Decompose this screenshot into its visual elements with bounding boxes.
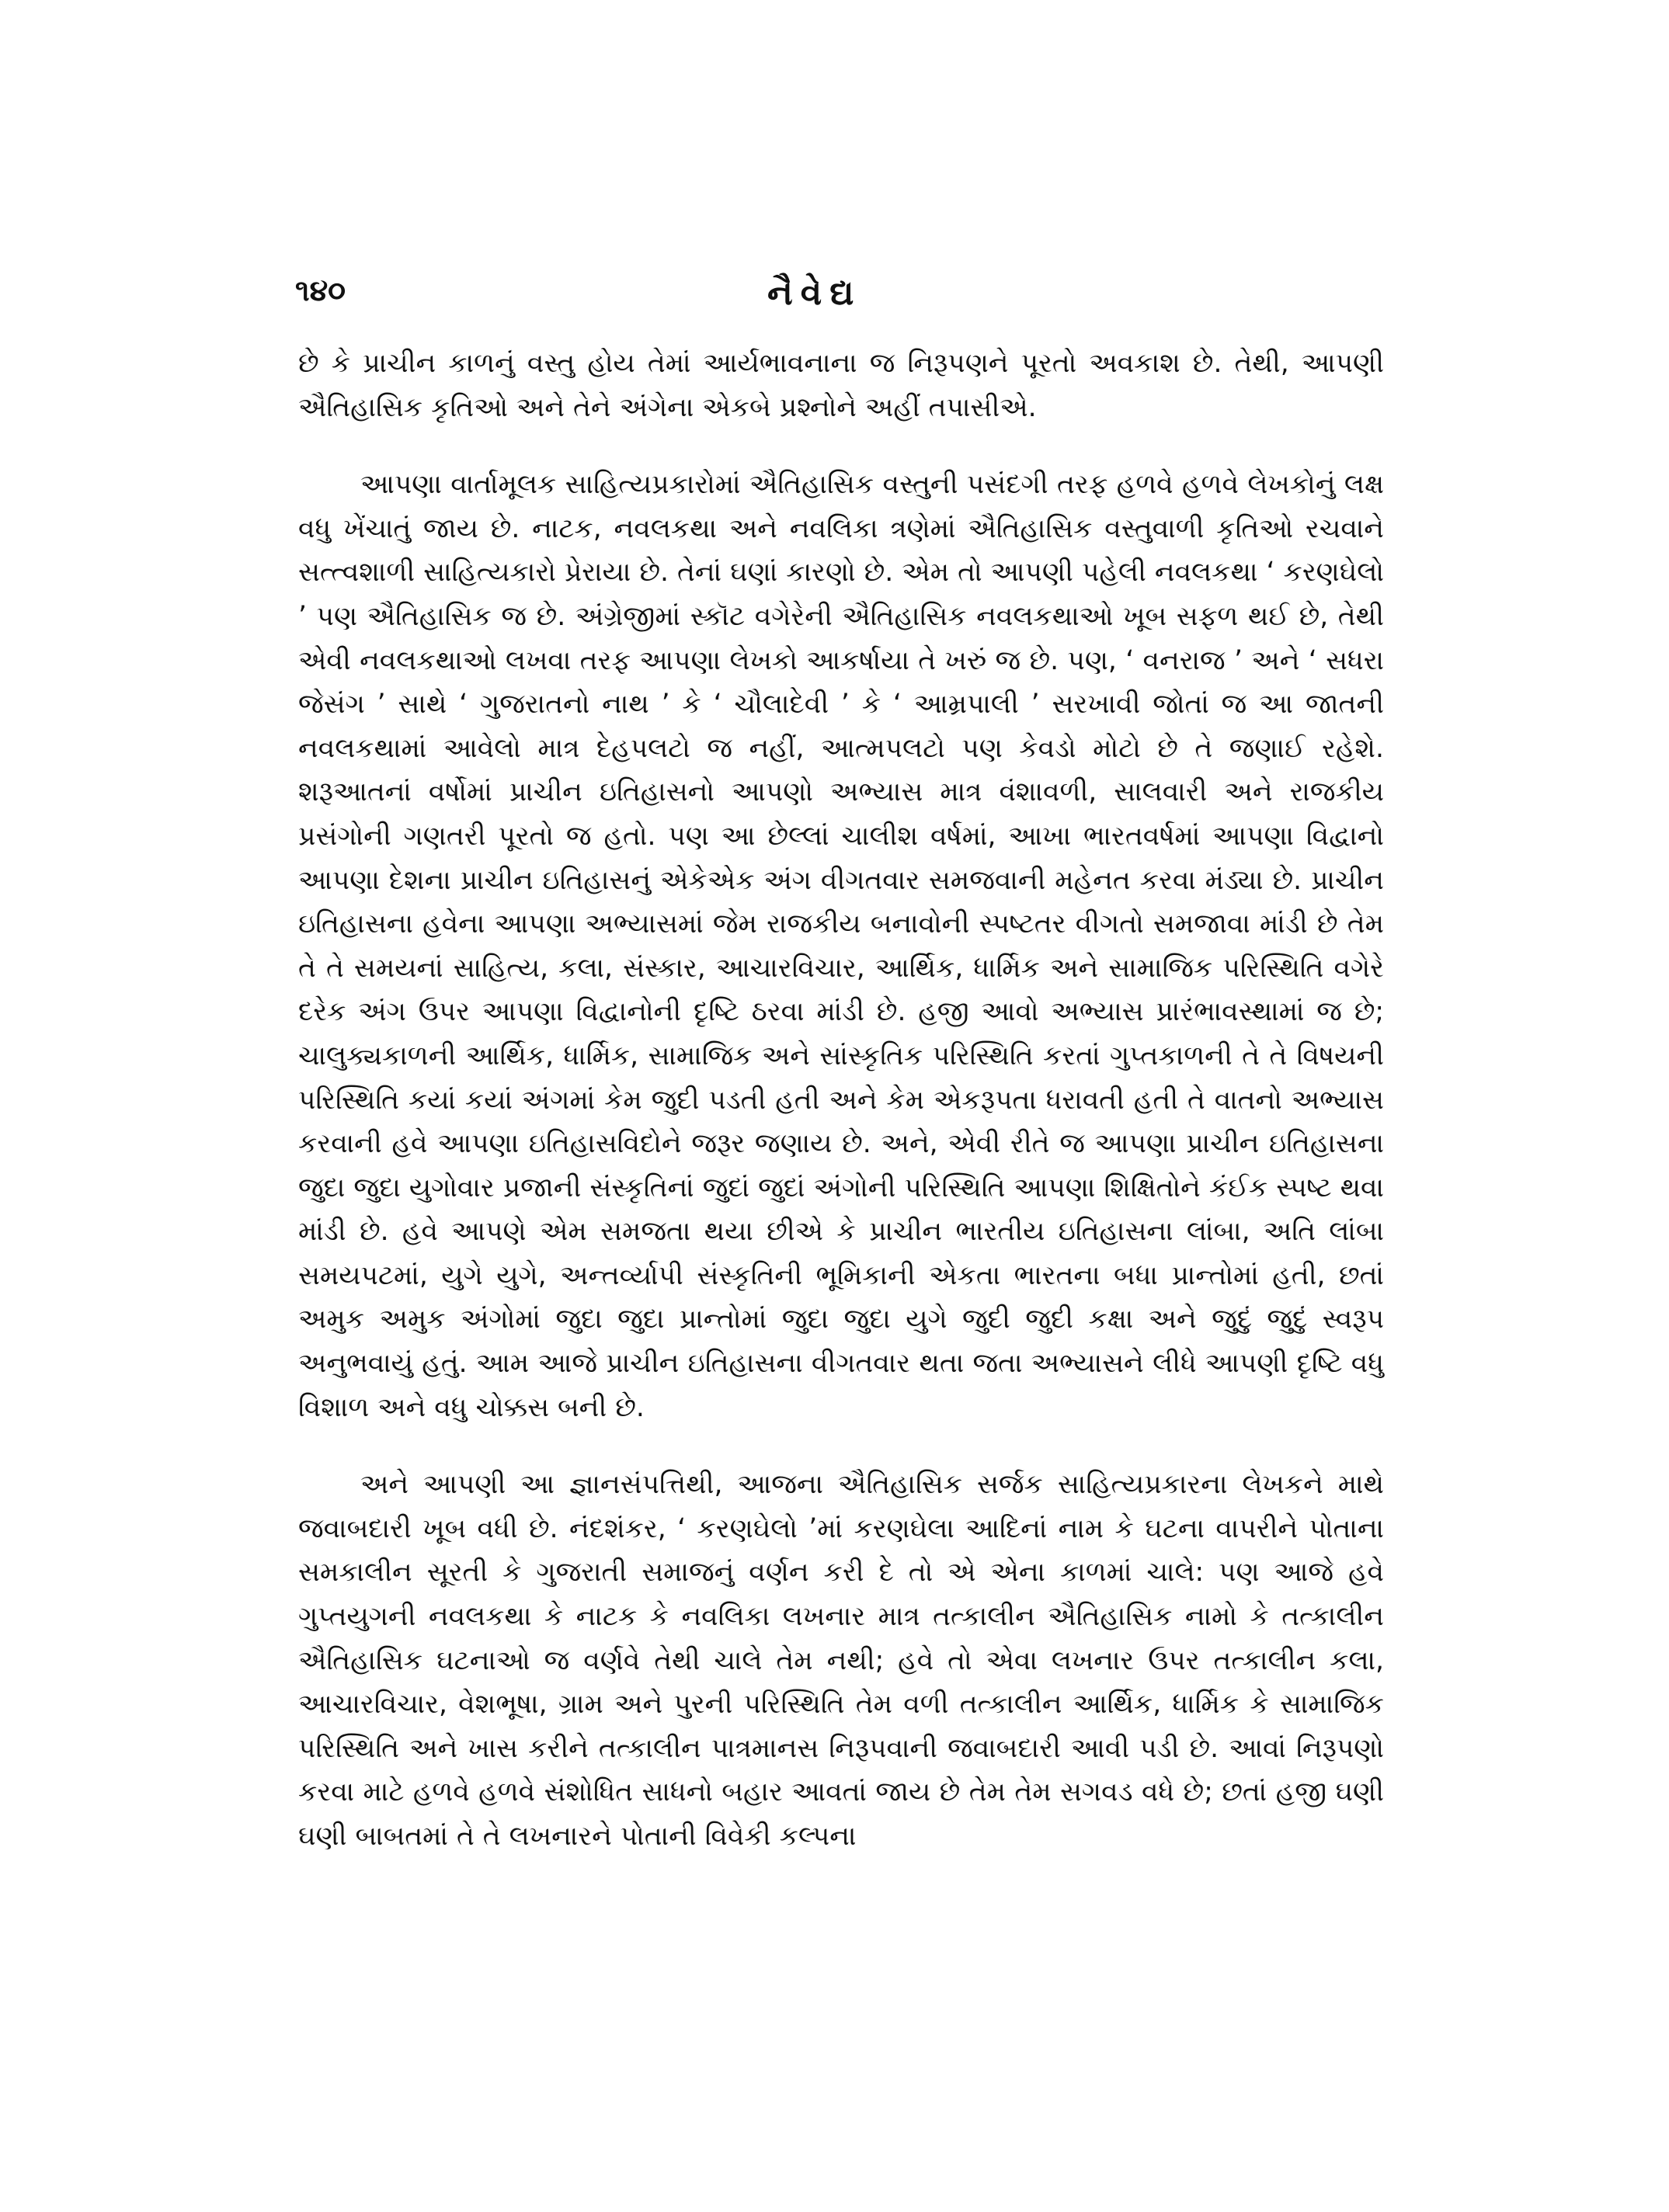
page-number: ૧૪૦ <box>295 273 346 307</box>
paragraph-historical-fiction: આપણા વાર્તામૂલક સાહિત્યપ્રકારોમાં ઐતિહાસિક વસ્તુની પસંદગી તરફ હળવે હળવે લેખકોનું લક્ષ વધુ ખેંચાતું જાય છે. નાટક, નવલકથા અને નવલિકા ત્રણેમાં ઐતિહાસિક વસ્તુવાળી કૃતિઓ રચવાને સત્ત્વશાળી સાહિત્યકારો પ્રેરાયા છે. તેનાં ઘણાં કારણો છે. એમ તો આપણી પહેલી નવલકથા ‘ કરણઘેલો ’ પણ ઐતિહાસિક જ છે. અંગ્રેજીમાં સ્કૉટ વગેરેની ઐતિહાસિક નવલકથાઓ ખૂબ સફળ થઈ છે, તેથી એવી નવલકથાઓ લખવા તરફ આપણા લેખકો આકર્ષાયા તે ખરું જ છે. પણ, ‘ વનરાજ ’ અને ‘ સધરા જેસંગ ’ સાથે ‘ ગુજરાતનો નાથ ’ કે ‘ ચૌલાદેવી ’ કે ‘ આમ્રપાલી ’ સરખાવી જોતાં જ આ જાતની નવલકથામાં આવેલો માત્ર દેહપલટો જ નહીં, આત્મપલટો પણ કેવડો મોટો છે તે જણાઈ રહેશે. શરૂઆતનાં વર્ષોમાં પ્રાચીન ઇતિહાસનો આપણો અભ્યાસ માત્ર વંશાવળી, સાલવારી અને રાજકીય પ્રસંગોની ગણતરી પૂરતો જ હતો. પણ આ છેલ્લાં ચાલીશ વર્ષમાં, આખા ભારતવર્ષમાં આપણા વિદ્વાનો આપણા દેશના પ્રાચીન ઇતિહાસનું એકેએક અંગ વીગતવાર સમજવાની મહેનત કરવા મંડ્યા છે. પ્રાચીન ઇતિહાસના હવેના આપણા અભ્યાસમાં જેમ રાજકીય બનાવોની સ્પષ્ટતર વીગતો સમજાવા માંડી છે તેમ તે તે સમયનાં સાહિત્ય, કલા, સંસ્કાર, આચારવિચાર, આર્થિક, ધાર્મિક અને સામાજિક પરિસ્થિતિ વગેરે દરેક અંગ ઉપર આપણા વિદ્વાનોની દૃષ્ટિ ઠરવા માંડી છે. હજી આવો અભ્યાસ પ્રારંભાવસ્થામાં જ છે; ચાલુક્યકાળની આર્થિક, ધાર્મિક, સામાજિક અને સાંસ્કૃતિક પરિસ્થિતિ કરતાં ગુપ્તકાળની તે તે વિષયની પરિસ્થિતિ કયાં કયાં અંગમાં કેમ જુદી પડતી હતી અને કેમ એકરૂપતા ધરાવતી હતી તે વાતનો અભ્યાસ કરવાની હવે આપણા ઇતિહાસવિદોને જરૂર જણાય છે. અને, એવી રીતે જ આપણા પ્રાચીન ઇતિહાસના જુદા જુદા યુગોવાર પ્રજાની સંસ્કૃતિનાં જુદાં જુદાં અંગોની પરિસ્થિતિ આપણા શિક્ષિતોને કંઈક સ્પષ્ટ થવા માંડી છે. હવે આપણે એમ સમજતા થયા છીએ કે પ્રાચીન ભારતીય ઇતિહાસના લાંબા, અતિ લાંબા સમયપટમાં, યુગે યુગે, અન્તર્વ્યાપી સંસ્કૃતિની ભૂમિકાની એકતા ભારતના બધા પ્રાન્તોમાં હતી, છતાં અમુક અમુક અંગોમાં જુદા જુદા પ્રાન્તોમાં જુદા જુદા યુગે જુદી જુદી કક્ષા અને જુદું જુદું સ્વરૂપ અનુભવાયું હતું. આમ આજે પ્રાચીન ઇતિહાસના વીગતવાર થતા જતા અભ્યાસને લીધે આપણી દૃષ્ટિ વધુ વિશાળ અને વધુ ચોક્કસ બની છે. <box>298 469 1384 1423</box>
page-header <box>295 273 1382 320</box>
running-title: નૈવેદ્ય <box>767 273 862 313</box>
paragraph-continuation: છે કે પ્રાચીન કાળનું વસ્તુ હોય તેમાં આર્યભાવનાના જ નિરૂપણને પૂરતો અવકાશ છે. તેથી, આપણી ઐતિહાસિક કૃતિઓ અને તેને અંગેના એકબે પ્રશ્નોને અહીં તપાસીએ. <box>298 348 1384 423</box>
paragraph-author-responsibility: અને આપણી આ જ્ઞાનસંપત્તિથી, આજના ઐતિહાસિક સર્જક સાહિત્યપ્રકારના લેખકને માથે જવાબદારી ખૂબ વધી છે. નંદશંકર, ‘ કરણઘેલો ’માં કરણઘેલા આદિનાં નામ કે ઘટના વાપરીને પોતાના સમકાલીન સૂરતી કે ગુજરાતી સમાજનું વર્ણન કરી દે તો એ એના કાળમાં ચાલે: પણ આજે હવે ગુપ્તયુગની નવલકથા કે નાટક કે નવલિકા લખનાર માત્ર તત્કાલીન ઐતિહાસિક નામો કે તત્કાલીન ઐતિહાસિક ઘટનાઓ જ વર્ણવે તેથી ચાલે તેમ નથી; હવે તો એવા લખનાર ઉપર તત્કાલીન કલા, આચારવિચાર, વેશભૂષા, ગ્રામ અને પુરની પરિસ્થિતિ તેમ વળી તત્કાલીન આર્થિક, ધાર્મિક કે સામાજિક પરિસ્થિતિ અને ખાસ કરીને તત્કાલીન પાત્રમાનસ નિરૂપવાની જવાબદારી આવી પડી છે. આવાં નિરૂપણો કરવા માટે હળવે હળવે સંશોધિત સાધનો બહાર આવતાં જાય છે તેમ તેમ સગવડ વધે છે; છતાં હજી ઘણી ઘણી બાબતમાં તે તે લખનારને પોતાની વિવેકી કલ્પના <box>298 1469 1384 1852</box>
body-text <box>298 342 1384 1859</box>
